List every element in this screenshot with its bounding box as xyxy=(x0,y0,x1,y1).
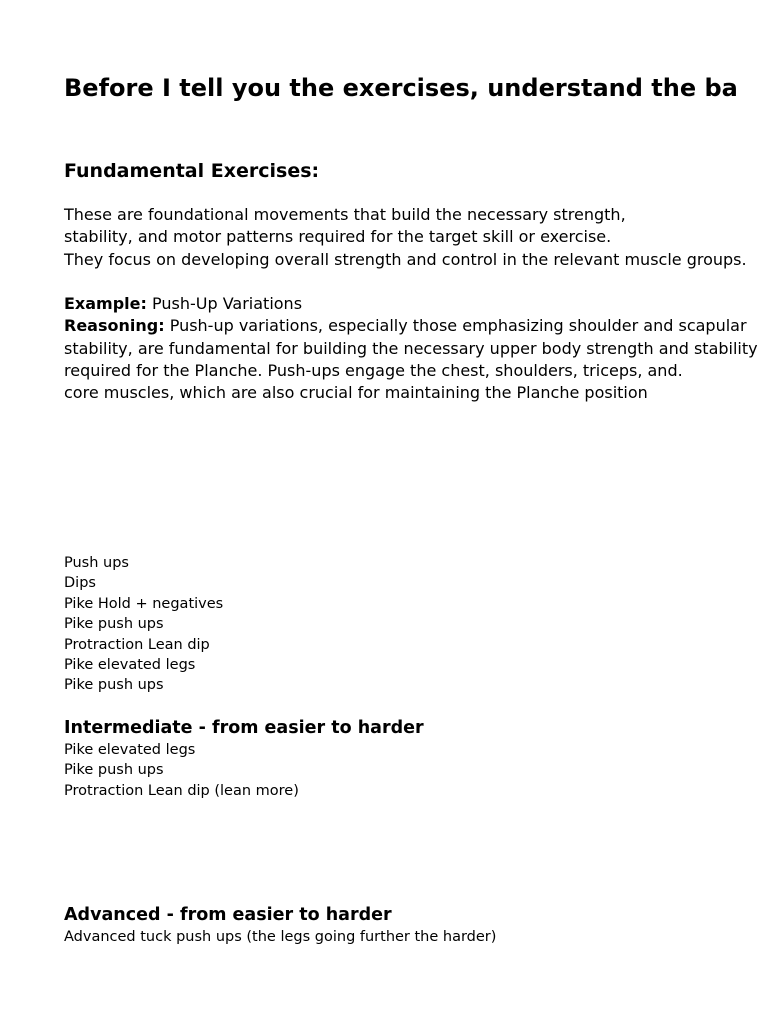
example-reasoning-block xyxy=(64,293,758,404)
advanced-heading: Advanced - from easier to harder xyxy=(64,905,392,925)
list-item: Pike push ups xyxy=(64,616,164,633)
fundamental-heading: Fundamental Exercises: xyxy=(64,160,320,182)
list-item: Protraction Lean dip xyxy=(64,636,210,653)
reasoning-line: stability, are fundamental for building the necessary upper body strength and stability xyxy=(64,338,758,358)
list-item: Pike Hold + negatives xyxy=(64,595,224,612)
page-title: Before I tell you the exercises, understand the ba xyxy=(64,74,738,102)
reasoning-text: Push-up variations, especially those emphasizing shoulder and scapular xyxy=(164,316,747,336)
intermediate-exercise-list xyxy=(64,740,299,801)
advanced-exercise-list xyxy=(64,927,496,947)
list-item: Pike push ups xyxy=(64,762,164,779)
reasoning-label: Reasoning: xyxy=(64,316,165,336)
list-item: Pike elevated legs xyxy=(64,742,196,758)
list-item: Push ups xyxy=(64,555,129,571)
reasoning-line: core muscles, which are also crucial for maintaining the Planche position xyxy=(64,383,648,403)
list-item: Protraction Lean dip (lean more) xyxy=(64,782,299,799)
fundamental-description xyxy=(64,204,747,271)
list-item: Pike push ups xyxy=(64,677,164,694)
description-line: stability, and motor patterns required for the target skill or exercise. xyxy=(64,227,612,247)
list-item: Advanced tuck push ups (the legs going further the harder) xyxy=(64,929,497,945)
example-text: Push-Up Variations xyxy=(146,294,303,313)
list-item: Pike elevated legs xyxy=(64,657,196,674)
description-line: These are foundational movements that build the necessary strength, xyxy=(64,205,626,224)
description-line: They focus on developing overall strength and control in the relevant muscle groups. xyxy=(64,249,747,269)
example-label: Example: xyxy=(64,294,147,313)
list-item: Dips xyxy=(64,575,96,592)
intermediate-heading: Intermediate - from easier to harder xyxy=(64,718,424,738)
example-line xyxy=(64,293,758,315)
reasoning-line: required for the Planche. Push-ups engage the chest, shoulders, triceps, and. xyxy=(64,360,683,380)
reasoning-line xyxy=(64,315,758,337)
basic-exercise-list xyxy=(64,553,223,696)
